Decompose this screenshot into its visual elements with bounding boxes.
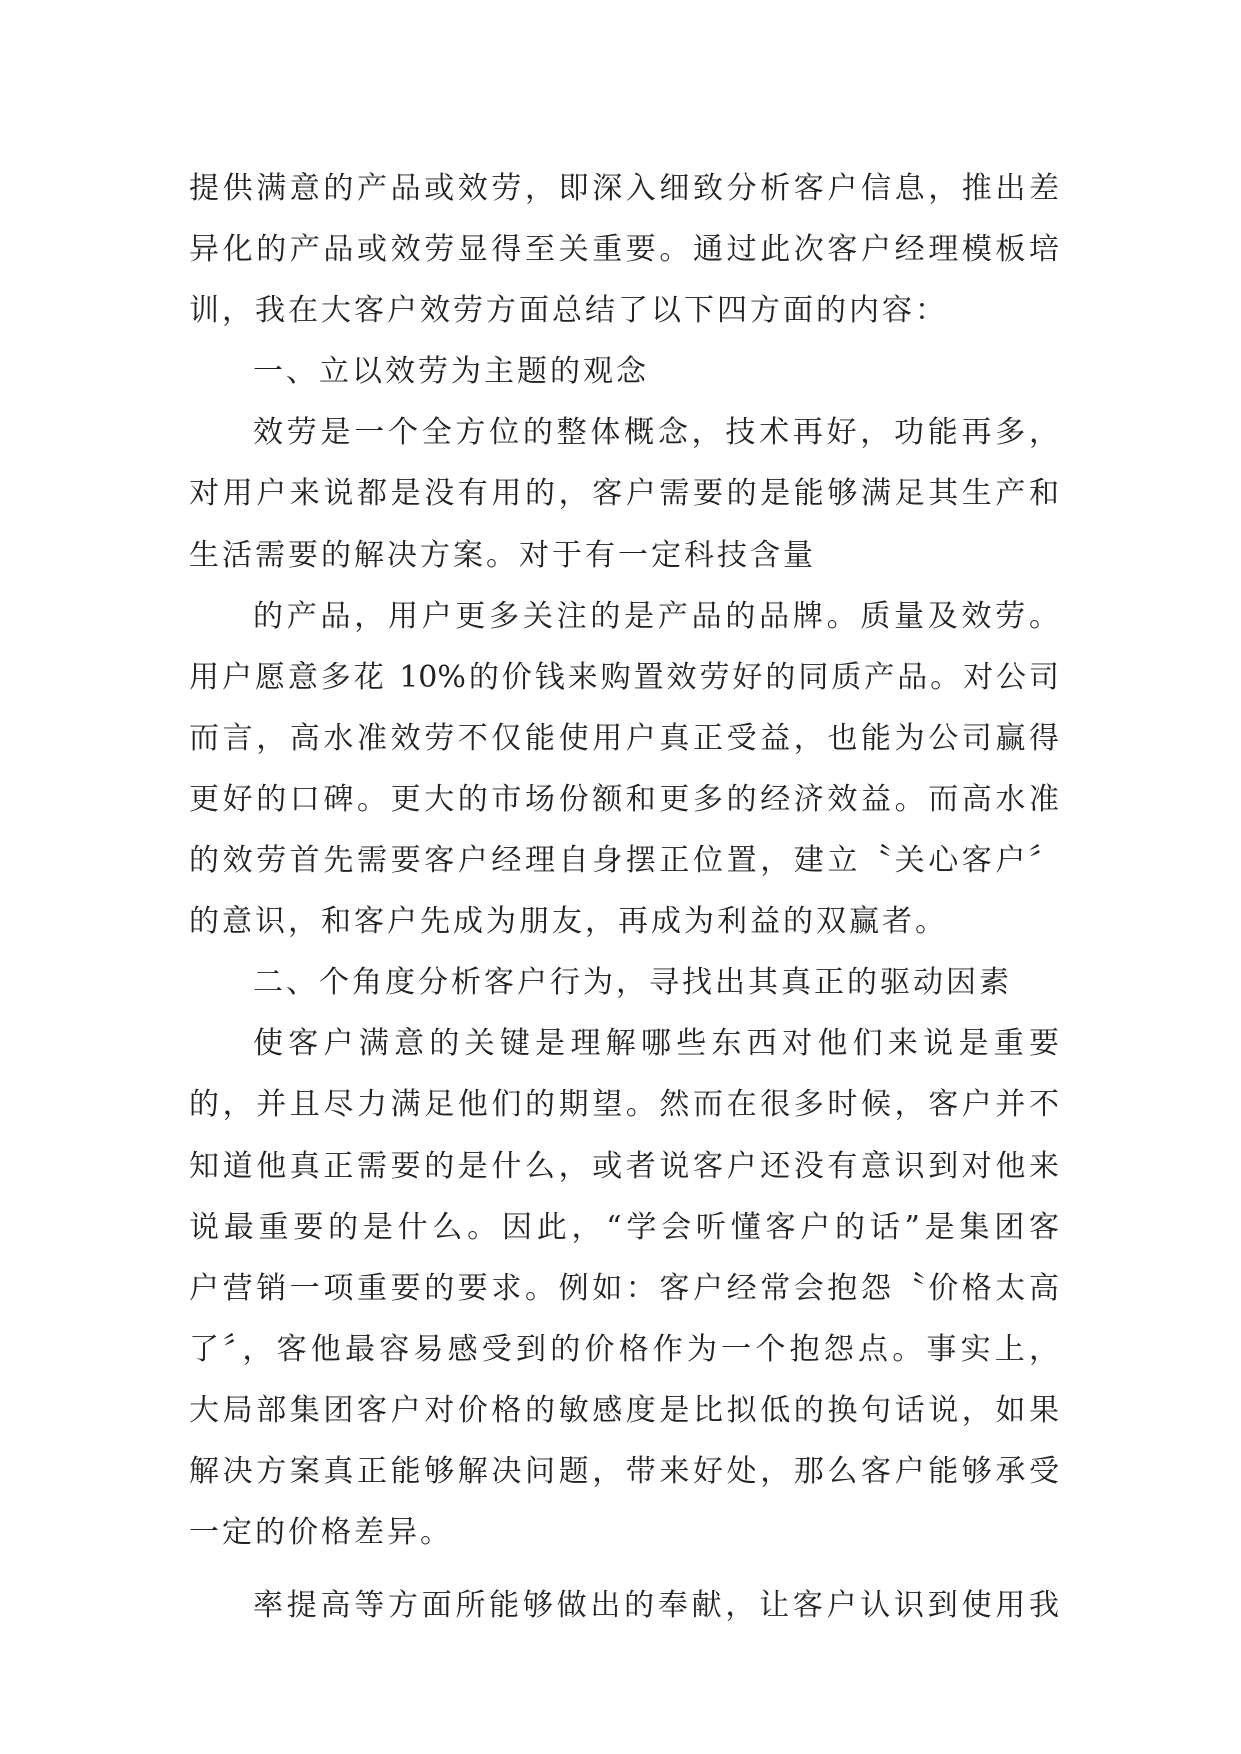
document-body <box>189 158 1059 1636</box>
text-line: 的，并且尽力满足他们的期望。然而在很多时候，客户并不 <box>189 1087 1059 1123</box>
text-line: 知道他真正需要的是什么，或者说客户还没有意识到对他来 <box>189 1148 1059 1184</box>
text-line: 户营销一项重要的要求。例如：客户经常会抱怨〝价格太高 <box>189 1270 1059 1306</box>
text-line: 大局部集团客户对价格的敏感度是比拟低的换句话说，如果 <box>189 1392 1059 1428</box>
text-line: 异化的产品或效劳显得至关重要。通过此次客户经理模板培 <box>189 232 1059 268</box>
text-line: 训，我在大客户效劳方面总结了以下四方面的内容： <box>189 293 948 329</box>
text-line: 提供满意的产品或效劳，即深入细致分析客户信息，推出差 <box>189 171 1059 206</box>
text-line: 更好的口碑。更大的市场份额和更多的经济效益。而高水准 <box>189 781 1059 817</box>
section-heading-2: 二、个角度分析客户行为，寻找出其真正的驱动因素 <box>253 965 1012 1001</box>
text-line: 对用户来说都是没有用的，客户需要的是能够满足其生产和 <box>189 476 1059 512</box>
text-line: 了〞，客他最容易感受到的价格作为一个抱怨点。事实上， <box>189 1331 1059 1367</box>
text-line: 说最重要的是什么。因此，“学会听懂客户的话”是集团客 <box>189 1209 1059 1245</box>
text-line: 的效劳首先需要客户经理自身摆正位置，建立〝关心客户〞 <box>189 843 1059 879</box>
text-line: 用户愿意多花 10%的价钱来购置效劳好的同质产品。对公司 <box>189 659 1059 695</box>
text-line: 效劳是一个全方位的整体概念，技术再好，功能再多， <box>253 415 1059 451</box>
text-line: 率提高等方面所能够做出的奉献，让客户认识到使用我 <box>253 1588 1059 1624</box>
text-line: 一定的价格差异。 <box>189 1515 453 1551</box>
text-line: 解决方案真正能够解决问题，带来好处，那么客户能够承受 <box>189 1453 1059 1489</box>
text-line: 而言，高水准效劳不仅能使用户真正受益，也能为公司赢得 <box>189 720 1059 756</box>
text-line: 的产品，用户更多关注的是产品的品牌。质量及效劳。 <box>253 598 1059 634</box>
text-line: 使客户满意的关键是理解哪些东西对他们来说是重要 <box>253 1026 1059 1062</box>
text-line: 的意识，和客户先成为朋友，再成为利益的双赢者。 <box>189 904 948 940</box>
text-line: 生活需要的解决方案。对于有一定科技含量 <box>189 537 816 573</box>
section-heading-1: 一、立以效劳为主题的观念 <box>253 354 649 390</box>
